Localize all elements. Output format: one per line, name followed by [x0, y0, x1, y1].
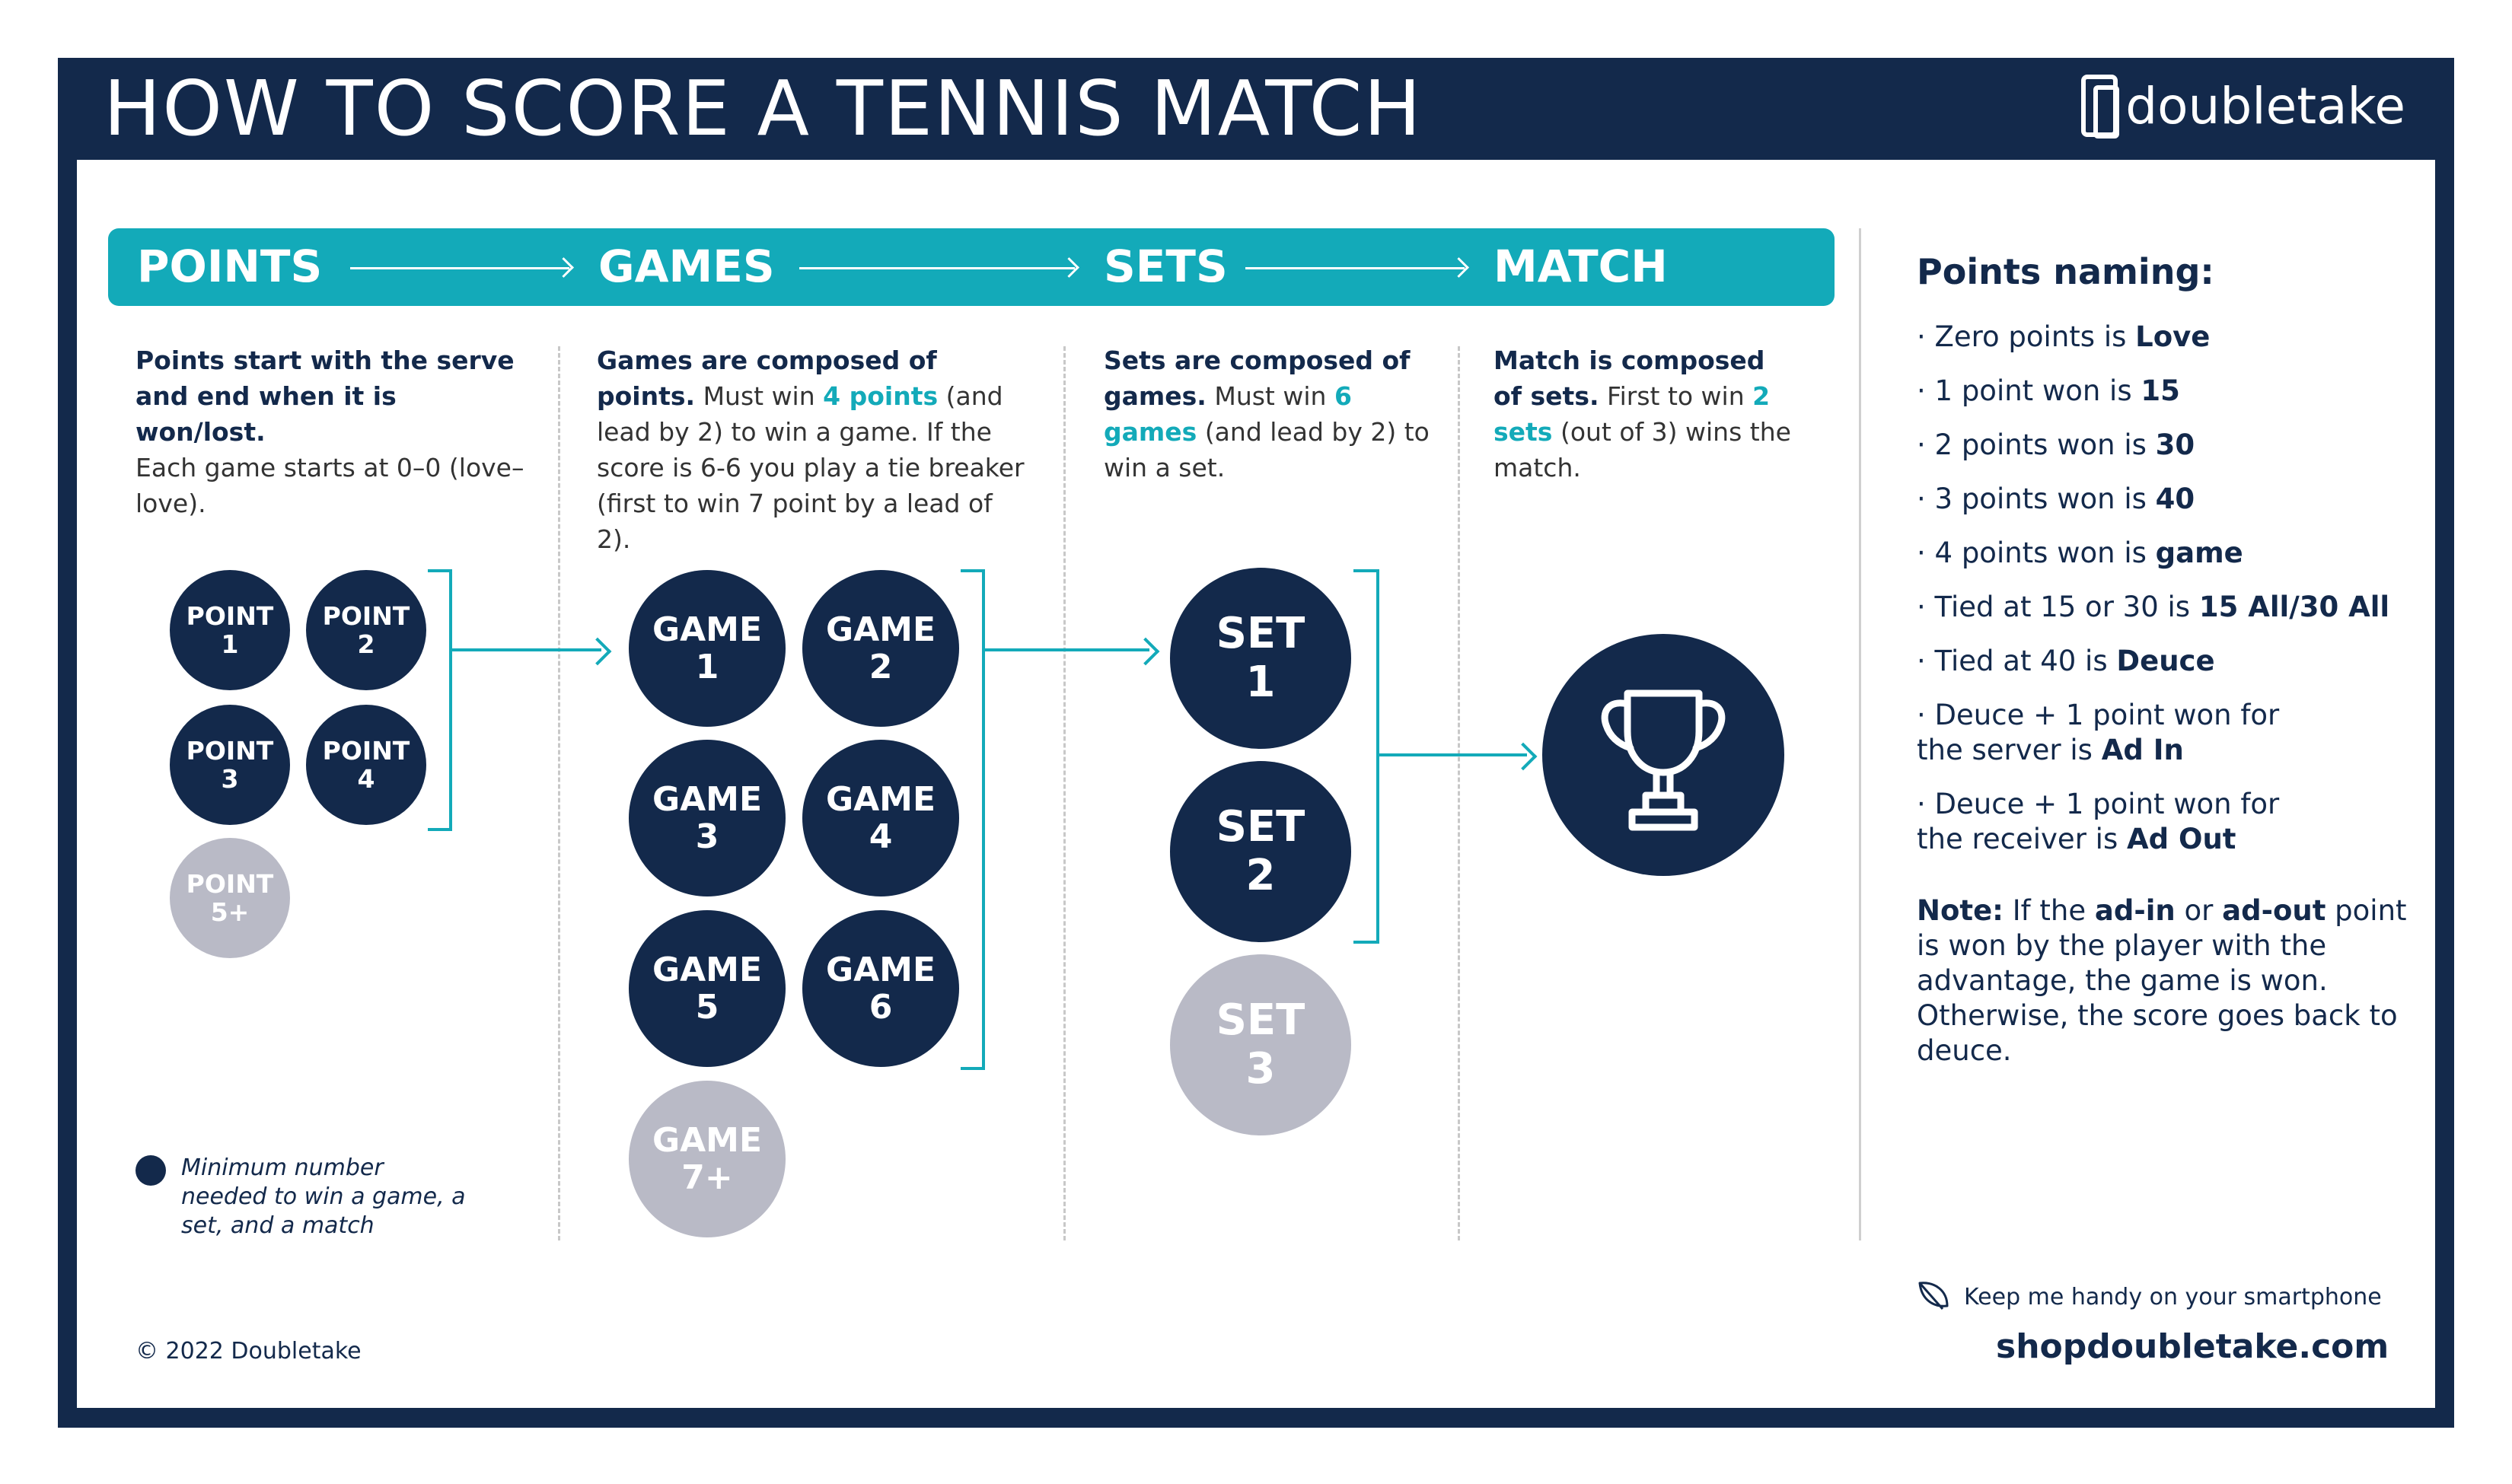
point-circle: POINT 1 [170, 570, 290, 690]
banner-arrow-2 [799, 267, 1075, 269]
point-circle-optional: POINT 5+ [170, 838, 290, 958]
game-circle: GAME 1 [629, 570, 786, 727]
set-circle: SET 2 [1170, 761, 1351, 942]
sets-bracket [1353, 569, 1379, 944]
games-bracket [961, 569, 985, 1070]
match-trophy-circle [1542, 634, 1784, 876]
column-divider [558, 346, 560, 1240]
brand-logo [2081, 75, 2405, 137]
game-circle: GAME 3 [629, 740, 786, 896]
page-title: HOW TO SCORE A TENNIS MATCH [104, 64, 1423, 153]
banner-match: MATCH [1493, 240, 1668, 292]
naming-item: · Deuce + 1 point won for the receiver is Ad Out [1917, 788, 2280, 855]
doubletake-logo-icon [2081, 75, 2118, 137]
legend-text: Minimum number needed to win a game, a set, and a match [181, 1154, 466, 1239]
points-to-games-connector [449, 648, 601, 651]
banner-sets: SETS [1104, 240, 1228, 292]
naming-item: · 1 point won is 15 [1917, 374, 2180, 407]
game-circle: GAME 4 [802, 740, 959, 896]
banner-points: POINTS [137, 240, 323, 292]
column-divider [1458, 346, 1460, 1240]
game-circle: GAME 5 [629, 910, 786, 1067]
naming-list [1917, 320, 2434, 876]
points-description: Points start with the serve and end when it is won/lost. Each game starts at 0–0 (love–love). [135, 346, 524, 518]
trophy-icon [1542, 634, 1784, 876]
naming-item: · Tied at 40 is Deuce [1917, 645, 2215, 677]
points-bracket [428, 569, 452, 831]
sets-description: Sets are composed of games. Must win 6 games (and lead by 2) to win a set. [1104, 346, 1430, 482]
point-circle: POINT 2 [306, 570, 426, 690]
naming-item: · 4 points won is game [1917, 537, 2243, 569]
banner-games: GAMES [598, 240, 775, 292]
sidebar-divider [1859, 228, 1861, 1240]
logo-text: doubletake [2125, 76, 2405, 135]
match-description: Match is composed of sets. First to win 2 sets (out of 3) wins the match. [1493, 346, 1791, 482]
game-circle: GAME 6 [802, 910, 959, 1067]
smartphone-hint: Keep me handy on your smartphone [1912, 1275, 2382, 1318]
naming-item: · Zero points is Love [1917, 320, 2211, 353]
set-circle-optional: SET 3 [1170, 954, 1351, 1135]
games-to-sets-connector [982, 648, 1149, 651]
point-circle: POINT 4 [306, 705, 426, 825]
banner-arrow-1 [350, 267, 569, 269]
set-circle: SET 1 [1170, 568, 1351, 749]
legend-dot [135, 1155, 166, 1186]
game-circle-optional: GAME 7+ [629, 1081, 786, 1237]
naming-item: · 3 points won is 40 [1917, 482, 2195, 515]
banner-arrow-3 [1245, 267, 1465, 269]
game-circle: GAME 2 [802, 570, 959, 727]
copyright: © 2022 Doubletake [135, 1338, 362, 1365]
naming-item: · Deuce + 1 point won for the server is Ad In [1917, 699, 2280, 766]
leaf-icon [1912, 1275, 1955, 1318]
column-divider [1063, 346, 1066, 1240]
naming-title: Points naming: [1917, 251, 2214, 292]
naming-note: Note: If the ad-in or ad-out point is won by the player with the advantage, the game is won. Otherwise, the score goes back to deuce. [1917, 894, 2407, 1067]
website-url[interactable]: shopdoubletake.com [1996, 1327, 2389, 1366]
naming-item: · 2 points won is 30 [1917, 428, 2195, 461]
point-circle: POINT 3 [170, 705, 290, 825]
naming-item: · Tied at 15 or 30 is 15 All/30 All [1917, 591, 2390, 623]
sets-to-match-connector [1376, 753, 1527, 756]
games-description: Games are composed of points. Must win 4 points (and lead by 2) to win a game. If the score is 6-6 you play a tie breaker (first to win 7 point by a lead of 2). [597, 346, 1025, 554]
